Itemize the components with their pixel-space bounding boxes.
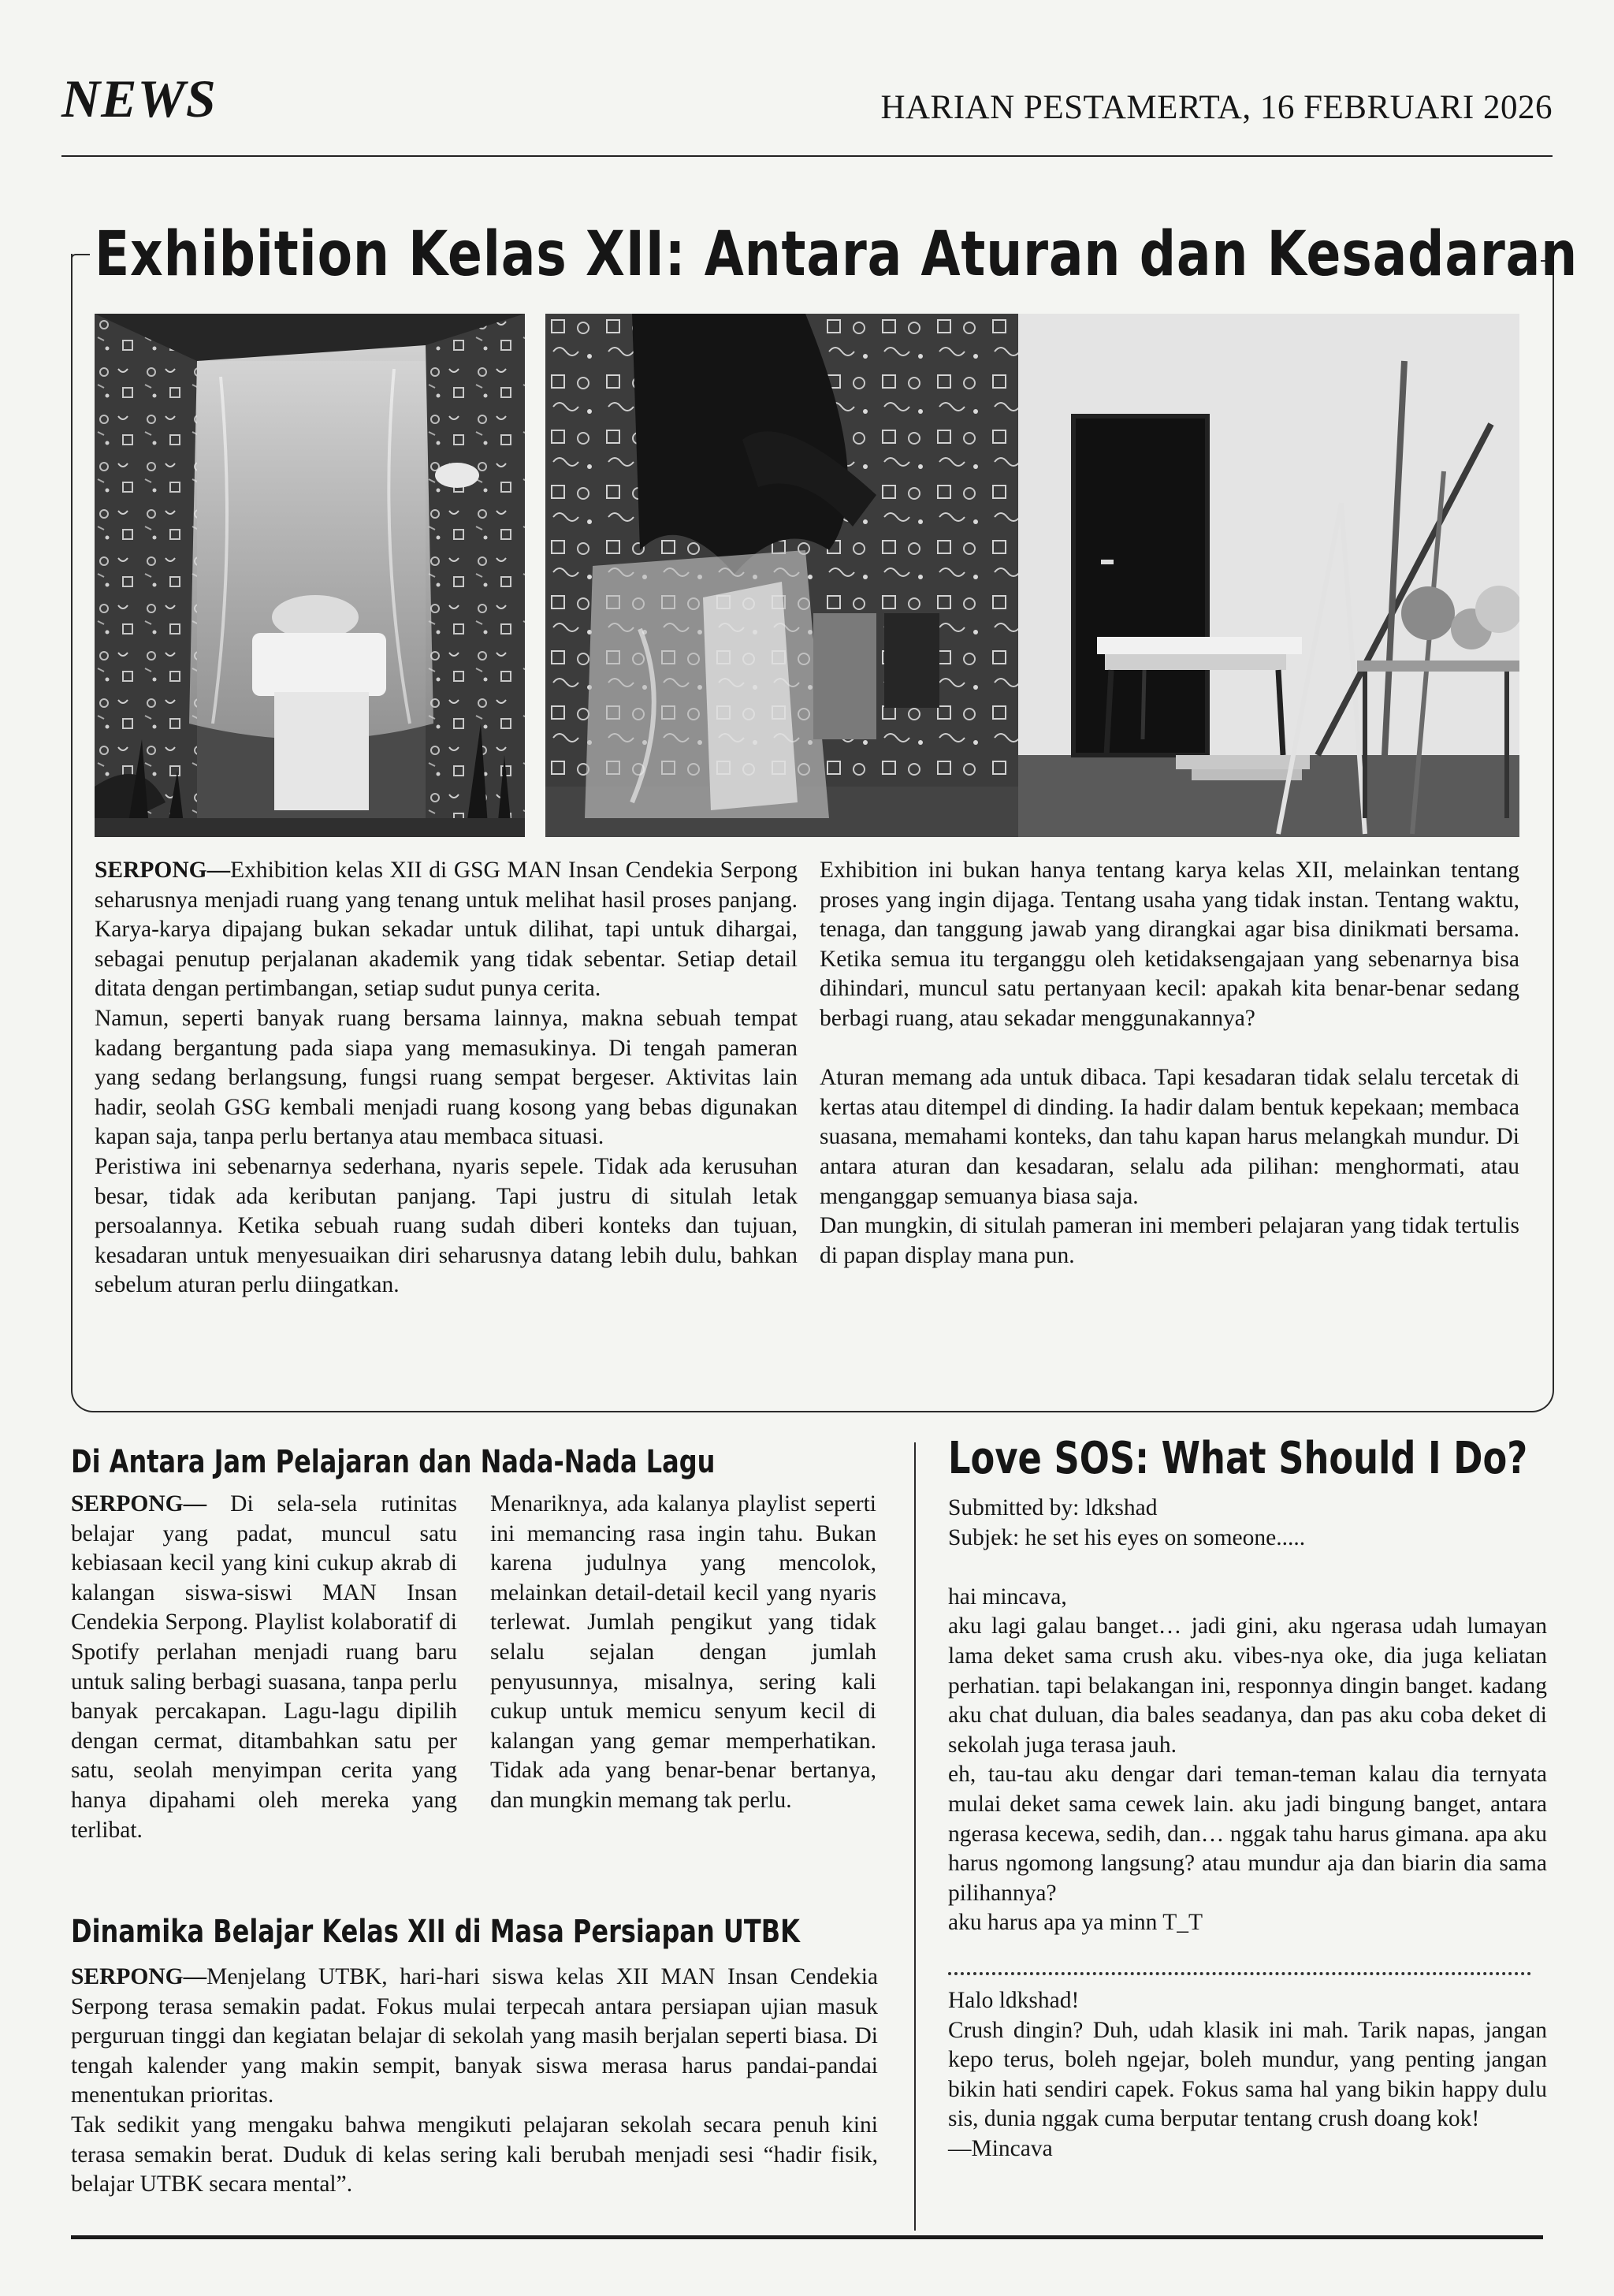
bottom-rule (71, 2235, 1543, 2239)
sos-reply-text: Crush dingin? Duh, udah klasik ini mah. Tarik napas, jangan kepo terus, boleh ngejar, boleh mundur, yang penting jangan bikin hati sendiri capek. Fokus sama hal yang bikin happy dulu sis, dunia nggak cuma berputar tentang crush doang kok! (948, 2017, 1547, 2132)
dateline: SERPONG— (95, 858, 231, 883)
sos-subject: Subjek: he set his eyes on someone..... (948, 1524, 1306, 1550)
sos-greeting: hai mincava, (948, 1583, 1067, 1609)
sos-reply-greeting: Halo ldkshad! (948, 1988, 1080, 2013)
sos-paragraph: aku lagi galau banget… jadi gini, aku ngerasa udah lumayan lama deket sama crush aku. vibes-nya oke, dia juga keliatan perhatian. tapi belakangan ini, responnya dingin banget. kadang aku chat duluan, dia bales seadanya, dan pas aku coba deket di sekolah juga terasa jauh. (948, 1613, 1547, 1758)
utbk-paragraph: Tak sedikit yang mengaku bahwa mengikuti pelajaran sekolah secara penuh kini terasa semakin berat. Duduk di kelas sering kali berubah menjadi sesi “hadir fisik, belajar UTBK secara mental”. (71, 2112, 878, 2197)
column-divider (914, 1442, 916, 2231)
sos-reply (948, 1986, 1547, 2164)
masthead-section-title: NEWS (61, 69, 217, 128)
sos-paragraph: eh, tau-tau aku dengar dari teman-teman kalau dia ternyata mulai deket sama cewek lain. aku jadi bingung banget, antara ngerasa kecewa, sedih, dan… nggak tahu harus gimana. apa aku harus ngomong langsung? atau mundur aja dan biarin dia sama pilihannya? (948, 1762, 1547, 1906)
masthead-publication-date: HARIAN PESTAMERTA, 16 FEBRUARI 2026 (880, 89, 1553, 126)
sos-headline: Love SOS: What Should I Do? (948, 1433, 1528, 1484)
feature-paragraph: Namun, seperti banyak ruang bersama lainnya, makna sebuah tempat kadang bergantung pada siapa yang memasukinya. Di tengah pameran yang sedang berlangsung, fungsi ruang sempat bergeser. Aktivitas lain hadir, seolah GSG kembali menjadi ruang kosong yang bebas digunakan kapan saja, tanpa perlu bertanya atau membaca situasi. (95, 1005, 798, 1150)
feature-column-2 (820, 856, 1519, 1271)
sos-submitted: Submitted by: ldkshad (948, 1495, 1158, 1520)
paragraph-text: Exhibition kelas XII di GSG MAN Insan Cendekia Serpong seharusnya menjadi ruang yang tenang untuk melihat hasil proses panjang. Karya-karya dipajang bukan sekadar untuk dilihat, tapi untuk dihargai, sebagai penutup perjalanan akademik yang tidak sebentar. Setiap detail ditata dengan pertimbangan, setiap sudut punya cerita. (95, 858, 798, 1002)
utbk-body (71, 1963, 878, 2200)
lagu-paragraph: Menariknya, ada kalanya playlist seperti ini memancing rasa ingin tahu. Bukan karena judulnya yang mencolok, melainkan detail-detail kecil yang nyaris terlewat. Jumlah pengikut yang tidak selalu sejalan dengan jumlah penyusunnya, misalnya, sering kali cukup untuk memicu senyum kecil di kalangan yang gemar memperhatikan. Tidak ada yang benar-benar bertanya, dan mungkin memang tak perlu. (490, 1491, 876, 1813)
feature-paragraph: Peristiwa ini sebenarnya sederhana, nyaris sepele. Tidak ada kerusuhan besar, tidak ada keributan panjang. Tapi justru di situlah letak persoalannya. Ketika sebuah ruang sudah diberi konteks dan tujuan, kesadaran untuk menyesuaikan diri seharusnya datang lebih dulu, bahkan sebelum aturan perlu diingatkan. (95, 1153, 798, 1298)
feature-frame-corner-left (71, 254, 90, 265)
feature-headline: Exhibition Kelas XII: Antara Aturan dan Kesadaran (95, 219, 1579, 290)
feature-column-1 (95, 856, 798, 1301)
lagu-column-1 (71, 1490, 457, 1845)
dateline: SERPONG— (71, 1491, 207, 1516)
paragraph-text: Di sela-sela rutinitas belajar yang padat, muncul satu kebiasaan kecil yang kini cukup akrab di kalangan siswa-siswi MAN Insan Cendekia Serpong. Playlist kolaboratif di Spotify perlahan menjadi ruang baru untuk saling berbagi suasana, tanpa perlu banyak percakapan. Lagu-lagu dipilih dengan cermat, ditambahkan satu per satu, seolah menyimpan cerita yang hanya dipahami oleh mereka yang terlibat. (71, 1491, 457, 1843)
feature-paragraph: Dan mungkin, di situlah pameran ini memberi pelajaran yang tidak tertulis di papan display mana pun. (820, 1213, 1519, 1268)
sos-dotted-divider (948, 1972, 1531, 1975)
sos-letter (948, 1494, 1547, 1938)
exhibition-photo-left (95, 314, 525, 837)
paragraph-text: Menjelang UTBK, hari-hari siswa kelas XII MAN Insan Cendekia Serpong terasa semakin padat. Fokus mulai terpecah antara persiapan ujian masuk perguruan tinggi dan kegiatan belajar di sekolah yang masih berjalan seperti biasa. Di tengah kalender yang makin sempit, banyak siswa merasa harus pandai-pandai menentukan prioritas. (71, 1964, 878, 2108)
masthead-rule (61, 155, 1553, 157)
feature-paragraph: Aturan memang ada untuk dibaca. Tapi kesadaran tidak selalu tercetak di kertas atau ditempel di dinding. Ia hadir dalam bentuk kepekaan; membaca suasana, memahami konteks, dan tahu kapan harus melangkah mundur. Di antara aturan dan kesadaran, selalu ada pilihan: menghormati, atau menganggap semuanya biasa saja. (820, 1065, 1519, 1209)
feature-paragraph: Exhibition ini bukan hanya tentang karya kelas XII, melainkan tentang proses yang ingin dijaga. Tentang usaha yang tidak instan. Tentang waktu, tenaga, dan tanggung jawab yang dirangkai agar bisa dinikmati bersama. Ketika semua itu terganggu oleh ketidaksengajaan yang sebenarnya bisa dihindari, muncul satu pertanyaan kecil: apakah kita benar-benar sedang berbagi ruang, atau sekadar menggunakannya? (820, 858, 1519, 1031)
feature-paragraph (95, 856, 798, 1004)
sos-signoff: —Mincava (948, 2135, 1053, 2161)
exhibition-photo-right (545, 314, 1519, 837)
dateline: SERPONG— (71, 1964, 207, 1989)
utbk-paragraph (71, 1963, 878, 2111)
lagu-paragraph (71, 1490, 457, 1845)
lagu-column-2 (490, 1490, 876, 1816)
utbk-headline: Dinamika Belajar Kelas XII di Masa Persiapan UTBK (71, 1914, 800, 1950)
sos-paragraph: aku harus apa ya minn T_T (948, 1910, 1203, 1936)
lagu-headline: Di Antara Jam Pelajaran dan Nada-Nada Lagu (71, 1444, 716, 1480)
